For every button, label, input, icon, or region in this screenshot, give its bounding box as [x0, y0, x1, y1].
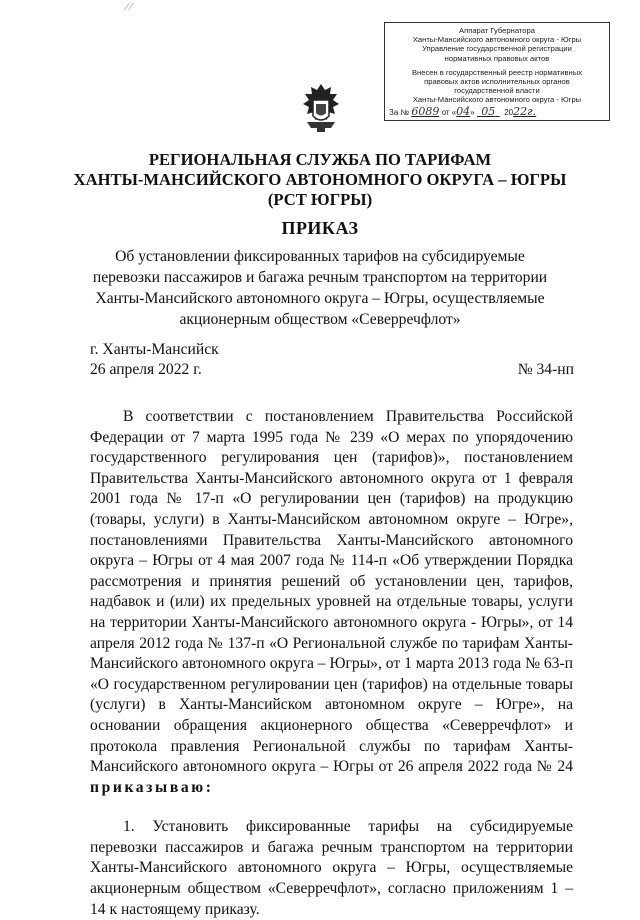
stamp-line: Внесен в государственный реестр нормативных [411, 67, 583, 77]
stamp-year-prefix: 20 [504, 107, 514, 117]
agency-abbrev: (РСТ ЮГРЫ) [267, 190, 373, 209]
stamp-line: правовых актов исполнительных органов [424, 77, 570, 87]
agency-region-line: ХАНТЫ-МАНСИЙСКОГО АВТОНОМНОГО ОКРУГА – ЮГРЫ [73, 170, 567, 189]
coat-of-arms-icon [297, 82, 345, 134]
registration-stamp [384, 22, 610, 121]
order-word: приказываю: [90, 778, 214, 796]
stamp-line: Управление государственной регистрации [422, 44, 572, 54]
clause-1: 1. Установить фиксированные тарифы на субсидируемые перевозки пассажиров и багажа речным транспортом на территории Ханты-Мансийского автономного округа – Югры, осуществляемые акционерным обществом «Северречфлот», согласно приложениям 1 – 14 к настоящему приказу. [90, 818, 573, 918]
stamp-line: государственной власти [454, 86, 540, 96]
stamp-line: Аппарат Губернатора [459, 26, 535, 35]
document-city: г. Ханты-Мансийск [90, 341, 219, 358]
corner-mark: ⁄ ⁄ [126, 2, 132, 13]
stamp-line: нормативных правовых актов [444, 53, 550, 63]
agency-name-line: РЕГИОНАЛЬНАЯ СЛУЖБА ПО ТАРИФАМ [148, 150, 492, 169]
stamp-registration-line: За № 6089 от «04» 05 2022г. [389, 104, 537, 118]
document-type: ПРИКАЗ [281, 218, 359, 238]
document-number: № 34-нп [517, 361, 574, 378]
preamble-paragraph [90, 407, 573, 798]
stamp-reg-prefix: За № [389, 107, 410, 117]
agency-header [60, 150, 580, 210]
stamp-day: 04 [456, 104, 471, 118]
document-body [90, 407, 573, 920]
preamble-text: В соответствии с постановлением Правительства Российской Федерации от 7 марта 1995 года № 239 «О мерах по упорядочению государственного регулирования цен (тарифов)», постановлением Правительства Ханты-Мансийского автономного округа от 1 февраля 2001 года № 17-п «О регулировании цен (тарифов) на продукцию (товары, услуги) в Ханты-Мансийском автономном округе – Югре», постановлениями Правительства Ханты-Мансийского автономного округа – Югры от 4 мая 2007 года № 114-п «Об утверждении Порядка рассмотрения и принятия решений об установлении цен, тарифов, надбавок и (или) их предельных уровней на отдельные товары, услуги на территории Ханты-Мансийского автономного округа - Югры», от 14 апреля 2012 года № 137-п «О Региональной службе по тарифам Ханты-Мансийского автономного округа – Югры», от 1 марта 2013 года № 63-п «О государственном регулировании цен (тарифов) на отдельные товары (услуги) в Ханты-Мансийском автономном округе – Югре», на основании обращения акционерного общества «Северречфлот» и протокола правления Региональной службы по тарифам Ханты-Мансийского автономного округа – Югры от 26 апреля 2022 года № 24 [90, 408, 573, 776]
document-date: 26 апреля 2022 г. [90, 361, 202, 378]
stamp-year-suffix: 22г. [513, 104, 537, 118]
stamp-month: 05 [481, 104, 496, 118]
stamp-line: Ханты-Мансийского автономного округа - Югры [412, 95, 582, 105]
stamp-reg-number: 6089 [411, 104, 440, 118]
document-subject: Об установлении фиксированных тарифов на субсидируемые перевозки пассажиров и багажа речным транспортом на территории Ханты-Мансийского автономного округа – Югры, осуществляемые акционерным обществом «Северречфлот» [92, 248, 548, 328]
stamp-line: Ханты-Мансийского автономного округа - Югры [412, 35, 582, 45]
stamp-from-label: от [441, 107, 450, 117]
